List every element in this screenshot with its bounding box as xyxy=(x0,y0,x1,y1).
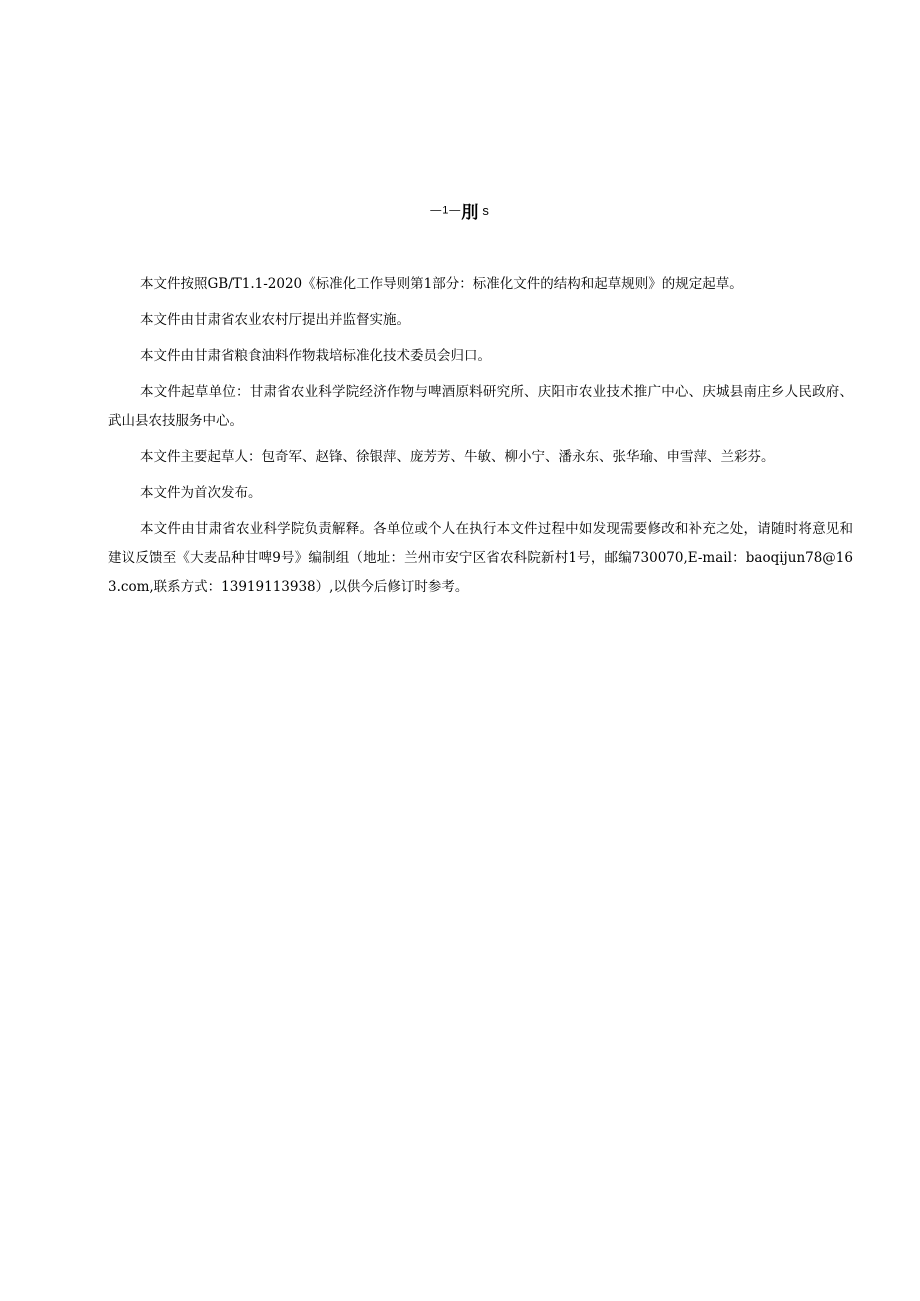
paragraph-centralized-by: 本文件由甘肃省粮食油料作物栽培标准化技术委员会归口。 xyxy=(140,348,491,364)
paragraph-first-release: 本文件为首次发布。 xyxy=(140,485,262,501)
paragraph-drafting-units: 本文件起草单位：甘肃省农业科学院经济作物与啤酒原料研究所、庆阳市农业技术推广中心、庆城县南庄乡人民政府、武山县农技服务中心。 xyxy=(108,384,853,429)
heading-suffix: s xyxy=(482,203,490,218)
paragraph-drafters: 本文件主要起草人：包奇军、赵锋、徐银萍、庞芳芳、牛敏、柳小宁、潘永东、张华瑜、申雪萍、兰彩芬。 xyxy=(140,449,775,465)
heading-prefix: —1— xyxy=(430,204,462,217)
foreword-heading xyxy=(0,198,920,223)
paragraph-interpretation: 本文件由甘肃省农业科学院负责解释。各单位或个人在执行本文件过程中如发现需要修改和补充之处，请随时将意见和建议反馈至《大麦品种甘啤9号》编制组（地址：兰州市安宁区省农科院新村1号，邮编730070,E-mail：baoqijun78@163.com,联系方式：13919113938）,以供今后修订时参考。 xyxy=(108,521,853,595)
paragraph-drafting-rules: 本文件按照GB/T1.1-2020《标准化工作导则第1部分：标准化文件的结构和起草规则》的规定起草。 xyxy=(140,276,743,292)
foreword-body xyxy=(108,270,853,609)
heading-main: 刖 xyxy=(461,203,480,223)
paragraph-proposer: 本文件由甘肃省农业农村厅提出并监督实施。 xyxy=(140,312,410,328)
